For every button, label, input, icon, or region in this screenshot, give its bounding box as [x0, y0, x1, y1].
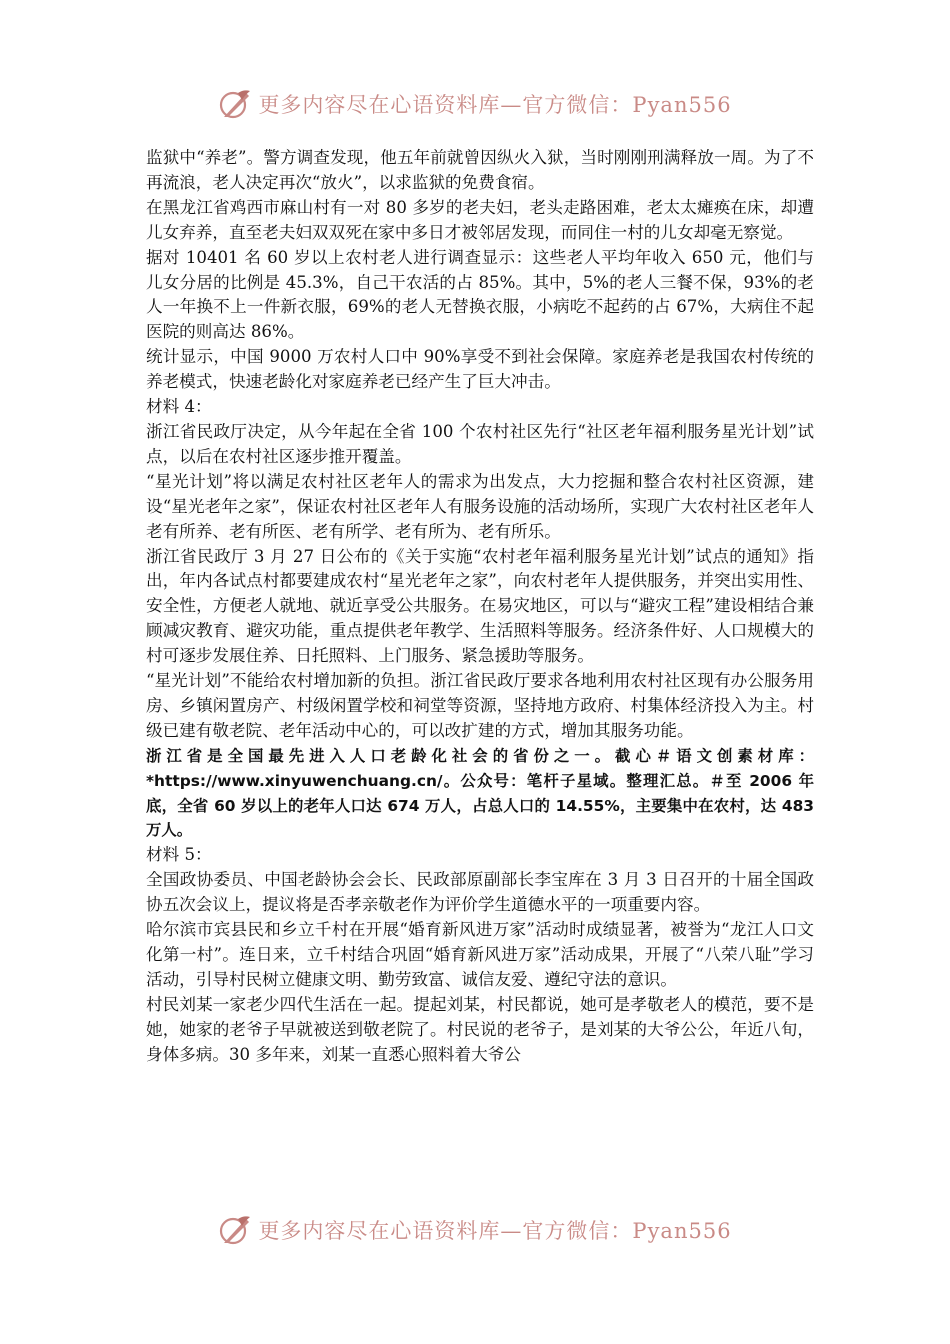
paragraph: 统计显示，中国 9000 万农村人口中 90%享受不到社会保障。家庭养老是我国农村传统的养老模式，快速老龄化对家庭养老已经产生了巨大冲击。 — [146, 347, 814, 392]
footer-banner — [0, 1210, 950, 1250]
section-heading-material-5: 材料 5： — [146, 845, 212, 865]
document-body — [146, 146, 814, 1068]
header-banner-text: 更多内容尽在心语资料库—官方微信：Pyan556 — [258, 93, 732, 117]
paragraph: 村民刘某一家老少四代生活在一起。提起刘某，村民都说，她可是孝敬老人的模范，要不是她，她家的老爷子早就被送到敬老院了。村民说的老爷子，是刘某的大爷公公，年近八旬，身体多病。30 多年来，刘某一直悉心照料着大爷公 — [146, 994, 814, 1064]
bold-paragraph: 浙江省是全国最先进入人口老龄化社会的省份之一。截心＃语文创素材库：*https://www.xinyuwenchuang.cn/。公众号：笔杆子星域。整理汇总。＃至 2006 年底，全省 60 岁以上的老年人口达 674 万人，占总人口的 14.55%，主要集中在农村，达 483 万人。 — [146, 746, 814, 840]
paragraph: “星光计划”不能给农村增加新的负担。浙江省民政厅要求各地利用农村社区现有办公服务用房、乡镇闲置房产、村级闲置学校和祠堂等资源，坚持地方政府、村集体经济投入为主。村级已建有敬老院、老年活动中心的，可以改扩建的方式，增加其服务功能。 — [146, 671, 814, 740]
paragraph: 在黑龙江省鸡西市麻山村有一对 80 多岁的老夫妇，老头走路困难，老太太瘫痪在床，却遭儿女弃养，直至老夫妇双双死在家中多日才被邻居发现，而同住一村的儿女却毫无察觉。 — [146, 197, 814, 242]
paragraph: 全国政协委员、中国老龄协会会长、民政部原副部长李宝库在 3 月 3 日召开的十届全国政协五次会议上，提议将是否孝亲敬老作为评价学生道德水平的一项重要内容。 — [146, 870, 814, 915]
quill-pen-icon — [218, 1213, 252, 1247]
paragraph: 监狱中“养老”。警方调查发现，他五年前就曾因纵火入狱，当时刚刚刑满释放一周。为了不再流浪，老人决定再次“放火”，以求监狱的免费食宿。 — [146, 148, 814, 192]
header-banner — [0, 84, 950, 124]
paragraph: 据对 10401 名 60 岁以上农村老人进行调查显示：这些老人平均年收入 650 元，他们与儿女分居的比例是 45.3%，自己干农活的占 85%。其中，5%的老人三餐不保，93%的老人一年换不上一件新衣服，69%的老人无替换衣服，小病吃不起药的占 67%，大病住不起医院的则高达 86%。 — [146, 247, 814, 342]
section-heading-material-4: 材料 4： — [146, 397, 212, 417]
footer-banner-text: 更多内容尽在心语资料库—官方微信：Pyan556 — [258, 1219, 732, 1243]
paragraph: 浙江省民政厅决定，从今年起在全省 100 个农村社区先行“社区老年福利服务星光计划”试点，以后在农村社区逐步推开覆盖。 — [146, 421, 814, 466]
quill-pen-icon — [218, 87, 252, 121]
paragraph: “星光计划”将以满足农村社区老年人的需求为出发点，大力挖掘和整合农村社区资源，建设“星光老年之家”，保证农村社区老年人有服务设施的活动场所，实现广大农村社区老年人老有所养、老有所医、老有所学、老有所为、老有所乐。 — [146, 471, 814, 541]
paragraph: 哈尔滨市宾县民和乡立千村在开展“婚育新风进万家”活动时成绩显著，被誉为“龙江人口文化第一村”。连日来，立千村结合巩固“婚育新风进万家”活动成果，开展了“八荣八耻”学习活动，引导村民树立健康文明、勤劳致富、诚信友爱、遵纪守法的意识。 — [146, 920, 814, 989]
paragraph: 浙江省民政厅 3 月 27 日公布的《关于实施“农村老年福利服务星光计划”试点的通知》指出，年内各试点村都要建成农村“星光老年之家”，向农村老年人提供服务，并突出实用性、安全性，方便老人就地、就近享受公共服务。在易灾地区，可以与“避灾工程”建设相结合兼顾减灾教育、避灾功能，重点提供老年教学、生活照料等服务。经济条件好、人口规模大的村可逐步发展住养、日托照料、上门服务、紧急援助等服务。 — [146, 546, 814, 666]
